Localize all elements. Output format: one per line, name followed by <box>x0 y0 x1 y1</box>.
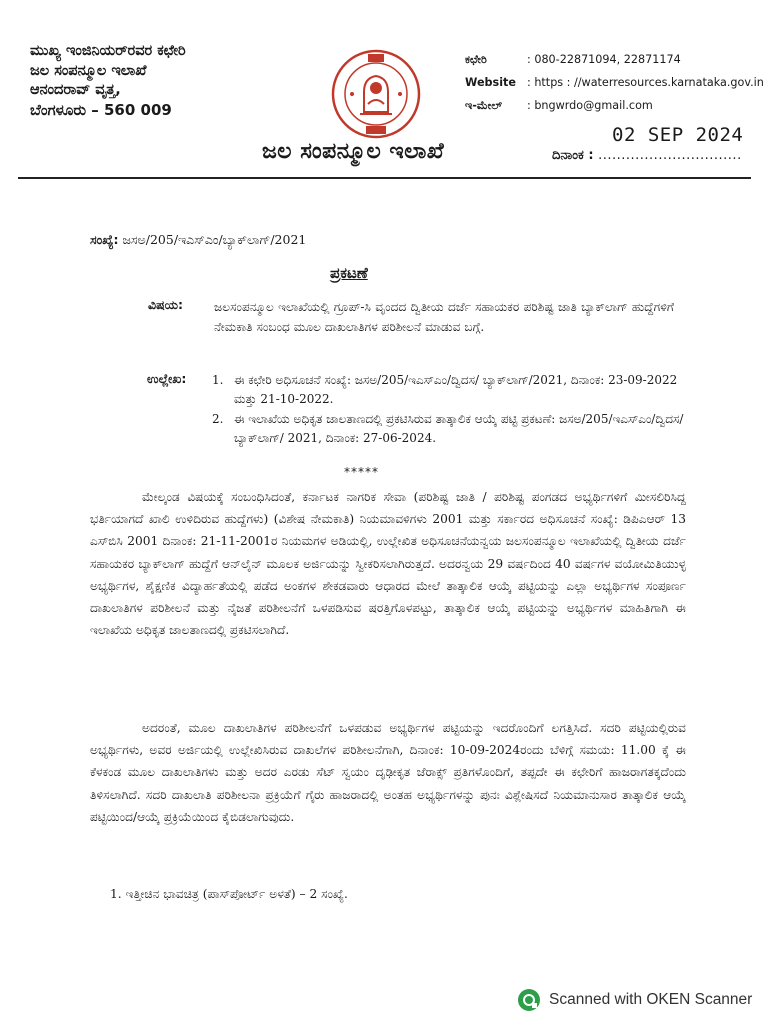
office-line: ಬೆಂಗಳೂರು – 560 009 <box>30 100 172 119</box>
department-title: ಜಲ ಸಂಪನ್ಮೂಲ ಇಲಾಖೆ <box>262 139 445 164</box>
contact-block <box>465 48 764 117</box>
office-line: ಮುಖ್ಯ ಇಂಜಿನಿಯರ್‌ರವರ ಕಛೇರಿ <box>30 43 186 59</box>
scanner-watermark: Scanned with OKEN Scanner <box>517 988 752 1012</box>
subject-text: ಜಲಸಂಪನ್ಮೂಲ ಇಲಾಖೆಯಲ್ಲಿ ಗ್ರೂಪ್-ಸಿ ವೃಂದದ ದ್ವಿತೀಯ ದರ್ಜೆ ಸಹಾಯಕರ ಪರಿಶಿಷ್ಟ ಜಾತಿ ಬ್ಯಾಕ್‌ಲಾಗ್ ಹುದ್ದೆಗಳಿಗೆ ನೇಮಕಾತಿ ಸಂಬಂಧ ಮೂಲ ದಾಖಲಾತಿಗಳ ಪರಿಶೀಲನೆ ಮಾಡುವ ಬಗ್ಗೆ. <box>214 300 674 334</box>
body-paragraph-1: ಮೇಲ್ಕಂಡ ವಿಷಯಕ್ಕೆ ಸಂಬಂಧಿಸಿದಂತೆ, ಕರ್ನಾಟಕ ನಾಗರಿಕ ಸೇವಾ (ಪರಿಶಿಷ್ಟ ಜಾತಿ / ಪರಿಶಿಷ್ಟ ಪಂಗಡದ ಅಭ್ಯರ್ಥಿಗಳಿಗೆ ಮೀಸಲಿರಿಸಿದ್ದ ಭರ್ತಿಯಾಗದೆ ಖಾಲಿ ಉಳಿದಿರುವ ಹುದ್ದೆಗಳು) (ವಿಶೇಷ ನೇಮಕಾತಿ) ನಿಯಮಾವಳಿಗಳು 2001 ಮತ್ತು ಸರ್ಕಾರದ ಅಧಿಸೂಚನೆ ಸಂಖ್ಯೆ: ಡಿಪಿಎಆರ್ 13 ಎಸ್‌ಬಿಸಿ 2001 ದಿನಾಂಕ: 21-11-2001ರ ನಿಯಮಗಳ ಅಡಿಯಲ್ಲಿ, ಉಲ್ಲೇಖಿತ ಅಧಿಸೂಚನೆಯನ್ವಯ ಜಲಸಂಪನ್ಮೂಲ ಇಲಾಖೆಯಲ್ಲಿ ದ್ವಿತೀಯ ದರ್ಜೆ ಸಹಾಯಕರ ಬ್ಯಾಕ್‌ಲಾಗ್ ಹುದ್ದೆಗೆ ಆನ್‌ಲೈನ್ ಮೂಲಕ ಅರ್ಜಿಯನ್ನು ಸ್ವೀಕರಿಸಲಾಗಿರುತ್ತದೆ. ಅದರನ್ವಯ 29 ವರ್ಷದಿಂದ 40 ವರ್ಷಗಳ ವಯೋಮಿತಿಯುಳ್ಳ ಅಭ್ಯರ್ಥಿಗಳ, ಶೈಕ್ಷಣಿಕ ವಿದ್ಯಾರ್ಹತೆಯಲ್ಲಿ ಪಡೆದ ಅಂಕಗಳ ಶೇಕಡವಾರು ಆಧಾರದ ಮೇಲೆ ತಾತ್ಕಾಲಿಕ ಆಯ್ಕೆ ಪಟ್ಟಿಯನ್ನು ಎಲ್ಲಾ ಅಭ್ಯರ್ಥಿಗಳ ಸಂಪೂರ್ಣ ದಾಖಲಾತಿಗಳ ಪರಿಶೀಲನೆ ಮತ್ತು ನೈಜತೆ ಪರಿಶೀಲನೆಗೆ ಒಳಪಡಿಸುವ ಷರತ್ತಿಗೊಳಪಟ್ಟು, ತಾತ್ಕಾಲಿಕ ಆಯ್ಕೆ ಪಟ್ಟಿಯನ್ನು ಅಭ್ಯರ್ಥಿಗಳ ಮಾಹಿತಿಗಾಗಿ ಈ ಇಲಾಖೆಯ ಅಧಿಕೃತ ಜಾಲತಾಣದಲ್ಲಿ ಪ್ರಕಟಿಸಲಾಗಿದೆ. <box>90 490 686 638</box>
office-line: ಜಲ ಸಂಪನ್ಮೂಲ ಇಲಾಖೆ <box>30 62 147 79</box>
references-list <box>212 371 684 449</box>
date-field: ದಿನಾಂಕ : ............................... <box>552 148 742 163</box>
section-separator: ***** <box>344 465 379 479</box>
contact-website: Website : https : //waterresources.karnataka.gov.in <box>465 76 764 89</box>
date-stamp: 02 SEP 2024 <box>612 124 744 146</box>
references-label: ಉಲ್ಲೇಖ: <box>147 371 187 386</box>
reference-item: 2. ಈ ಇಲಾಖೆಯ ಅಧಿಕೃತ ಜಾಲತಾಣದಲ್ಲಿ ಪ್ರಕಟಿಸಿರುವ ತಾತ್ಕಾಲಿಕ ಆಯ್ಕೆ ಪಟ್ಟಿ ಪ್ರಕಟಣೆ: ಜಸಅ/205/ಇಎಸ್‌ಎಂ/ದ್ವಿದಸ/ಬ್ಯಾಕ್‌ಲಾಗ್/ 2021, ದಿನಾಂಕ: 27-06-2024. <box>212 412 684 445</box>
document-list-item: 1. ಇತ್ತೀಚಿನ ಭಾವಚಿತ್ರ (ಪಾಸ್‌ಪೋರ್ಟ್ ಅಳತೆ) – 2 ಸಂಖ್ಯೆ. <box>110 887 348 901</box>
body-paragraph-2: ಅದರಂತೆ, ಮೂಲ ದಾಖಲಾತಿಗಳ ಪರಿಶೀಲನೆಗೆ ಒಳಪಡುವ ಅಭ್ಯರ್ಥಿಗಳ ಪಟ್ಟಿಯನ್ನು ಇದರೊಂದಿಗೆ ಲಗತ್ತಿಸಿದೆ. ಸದರಿ ಪಟ್ಟಿಯಲ್ಲಿರುವ ಅಭ್ಯರ್ಥಿಗಳು, ಅವರ ಅರ್ಜಿಯಲ್ಲಿ ಉಲ್ಲೇಖಿಸಿರುವ ದಾಖಲೆಗಳ ಪರಿಶೀಲನೆಗಾಗಿ, ದಿನಾಂಕ: 10-09-2024ರಂದು ಬೆಳಿಗ್ಗೆ ಸಮಯ: 11.00 ಕ್ಕೆ ಈ ಕೆಳಕಂಡ ಮೂಲ ದಾಖಲಾತಿಗಳು ಮತ್ತು ಅದರ ಎರಡು ಸೆಟ್ ಸ್ವಯಂ ದೃಢೀಕೃತ ಜೆರಾಕ್ಸ್ ಪ್ರತಿಗಳೊಂದಿಗೆ, ತಪ್ಪದೇ ಈ ಕಛೇರಿಗೆ ಹಾಜರಾಗತಕ್ಕದೆಂದು ತಿಳಿಸಲಾಗಿದೆ. ಸದರಿ ದಾಖಲಾತಿ ಪರಿಶೀಲನಾ ಪ್ರಕ್ರಿಯೆಗೆ ಗೈರು ಹಾಜರಾದಲ್ಲಿ ಅಂತಹ ಅಭ್ಯರ್ಥಿಗಳನ್ನು ಪುನಃ ವಿಶ್ಲೇಷಿಸದೆ ನಿಯಮಾನುಸಾರ ತಾತ್ಕಾಲಿಕ ಆಯ್ಕೆ ಪಟ್ಟಿಯಿಂದ/ಆಯ್ಕೆ ಪ್ರಕ್ರಿಯೆಯಿಂದ ಕೈಬಿಡಲಾಗುವುದು. <box>90 721 686 824</box>
karnataka-government-seal-icon <box>330 48 422 140</box>
notice-title: ಪ್ರಕಟಣೆ <box>330 264 368 282</box>
reference-item: 1. ಈ ಕಛೇರಿ ಅಧಿಸೂಚನೆ ಸಂಖ್ಯೆ: ಜಸಅ/205/ಇಎಸ್‌ಎಂ/ದ್ವಿದಸ/ ಬ್ಯಾಕ್‌ಲಾಗ್/2021, ದಿನಾಂಕ: 23-09-2022 ಮತ್ತು 21-10-2022. <box>212 373 678 406</box>
header-divider <box>18 177 751 179</box>
scanner-logo-icon <box>517 988 541 1012</box>
reference-number: ಸಂಖ್ಯೆ: ಜಸಅ/205/ಇಎಸ್‌ಎಂ/ಬ್ಯಾಕ್‌ಲಾಗ್/2021 <box>90 232 307 247</box>
office-line: ಆನಂದರಾವ್ ವೃತ್ತ, <box>30 82 121 98</box>
subject-label: ವಿಷಯ: <box>148 297 183 312</box>
contact-email: ಇ-ಮೇಲ್ : bngwrdo@gmail.com <box>465 99 653 112</box>
contact-office-phone: ಕಛೇರಿ : 080-22871094, 22871174 <box>465 53 681 66</box>
office-address <box>30 42 186 120</box>
